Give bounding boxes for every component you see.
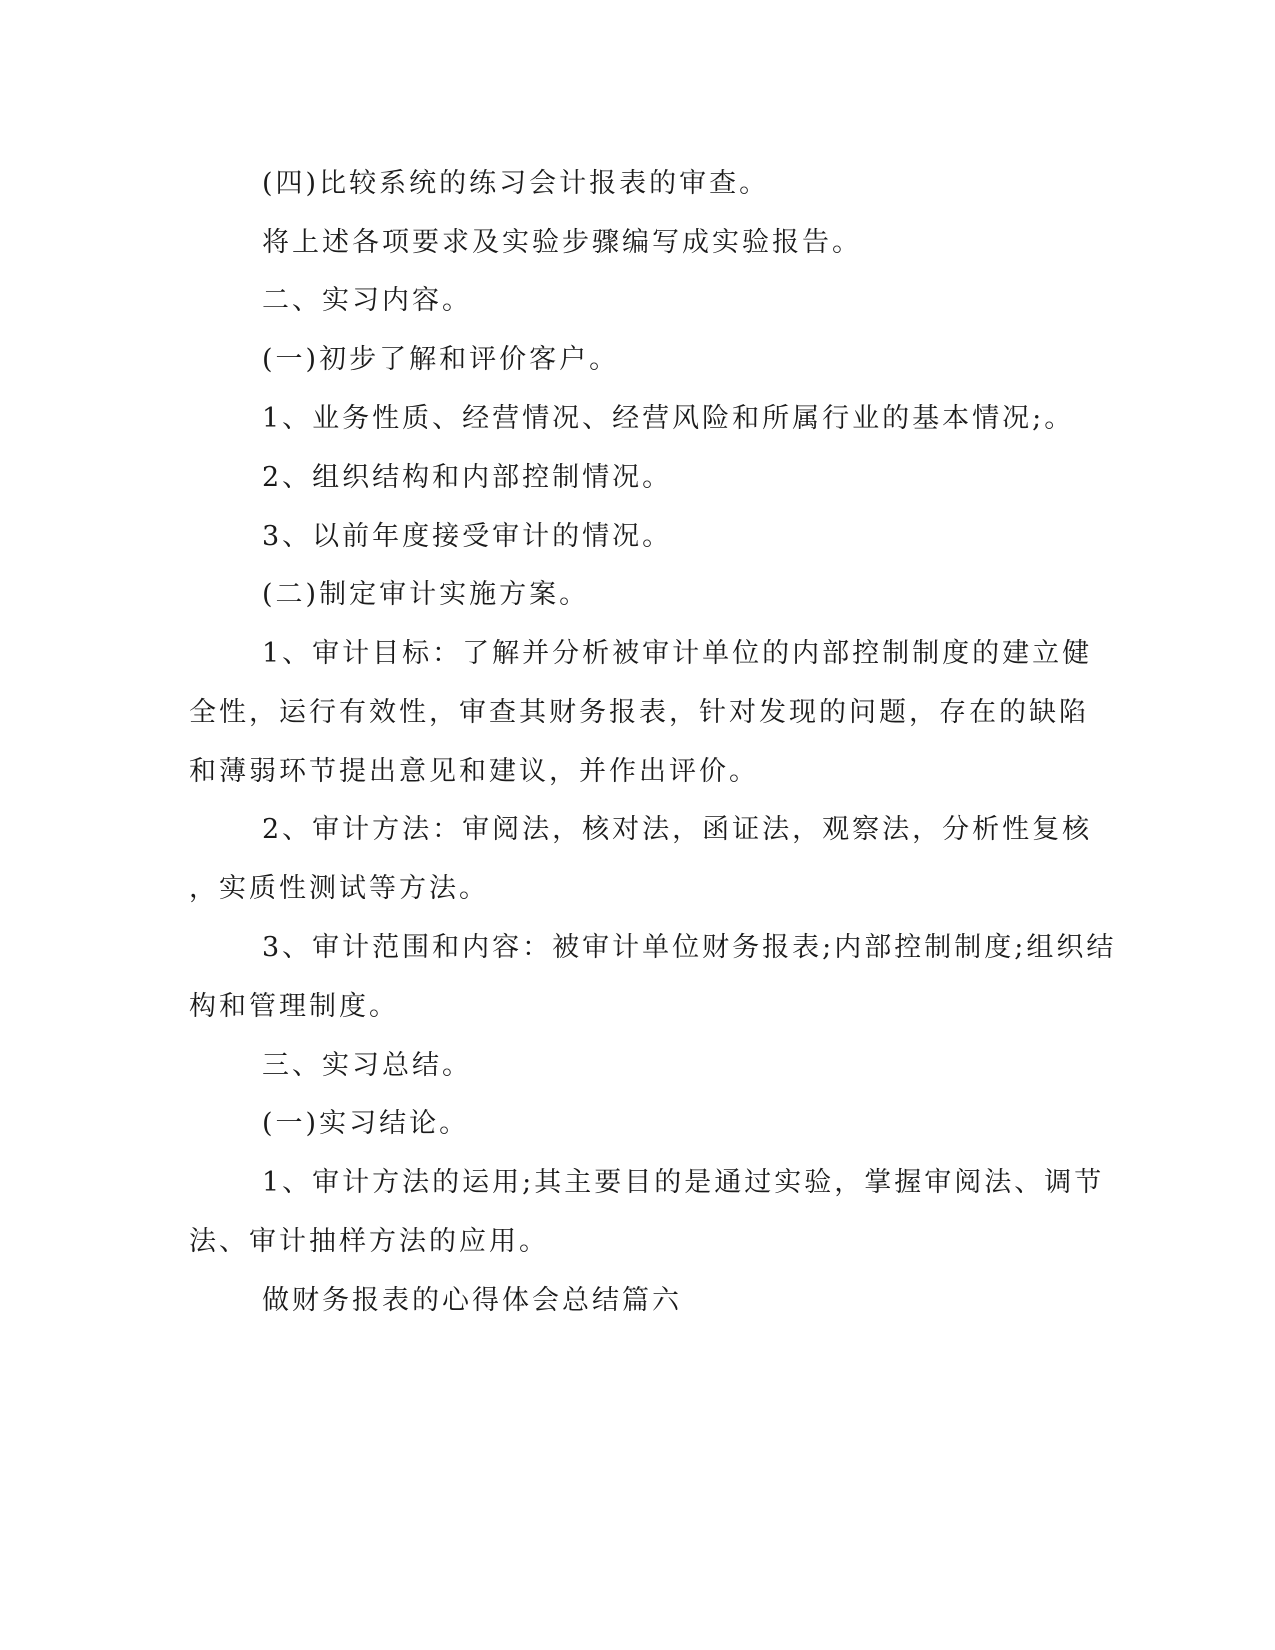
paragraph-line: 法、审计抽样方法的应用。 — [189, 1226, 549, 1257]
list-item: 1、审计目标：了解并分析被审计单位的内部控制制度的建立健 — [262, 638, 1093, 669]
list-item: 2、组织结构和内部控制情况。 — [262, 462, 673, 493]
paragraph-line: ，实质性测试等方法。 — [189, 873, 489, 904]
paragraph-line: 和薄弱环节提出意见和建议，并作出评价。 — [189, 756, 759, 787]
section-heading: 三、实习总结。 — [262, 1050, 472, 1081]
list-item: 2、审计方法：审阅法，核对法，函证法，观察法，分析性复核 — [262, 814, 1093, 845]
list-item: 1、业务性质、经营情况、经营风险和所属行业的基本情况;。 — [262, 403, 1075, 434]
paragraph-line: (四)比较系统的练习会计报表的审查。 — [262, 168, 770, 199]
list-item: 1、审计方法的运用;其主要目的是通过实验，掌握审阅法、调节 — [262, 1167, 1105, 1198]
section-title: 做财务报表的心得体会总结篇六 — [262, 1285, 682, 1316]
subsection-heading: (一)实习结论。 — [262, 1108, 470, 1139]
paragraph-line: 构和管理制度。 — [189, 991, 399, 1022]
paragraph-line: 将上述各项要求及实验步骤编写成实验报告。 — [262, 227, 862, 258]
list-item: 3、以前年度接受审计的情况。 — [262, 521, 673, 552]
paragraph-line: 全性，运行有效性，审查其财务报表，针对发现的问题，存在的缺陷 — [189, 697, 1089, 728]
section-heading: 二、实习内容。 — [262, 285, 472, 316]
subsection-heading: (二)制定审计实施方案。 — [262, 579, 590, 610]
list-item: 3、审计范围和内容：被审计单位财务报表;内部控制制度;组织结 — [262, 932, 1117, 963]
subsection-heading: (一)初步了解和评价客户。 — [262, 344, 620, 375]
